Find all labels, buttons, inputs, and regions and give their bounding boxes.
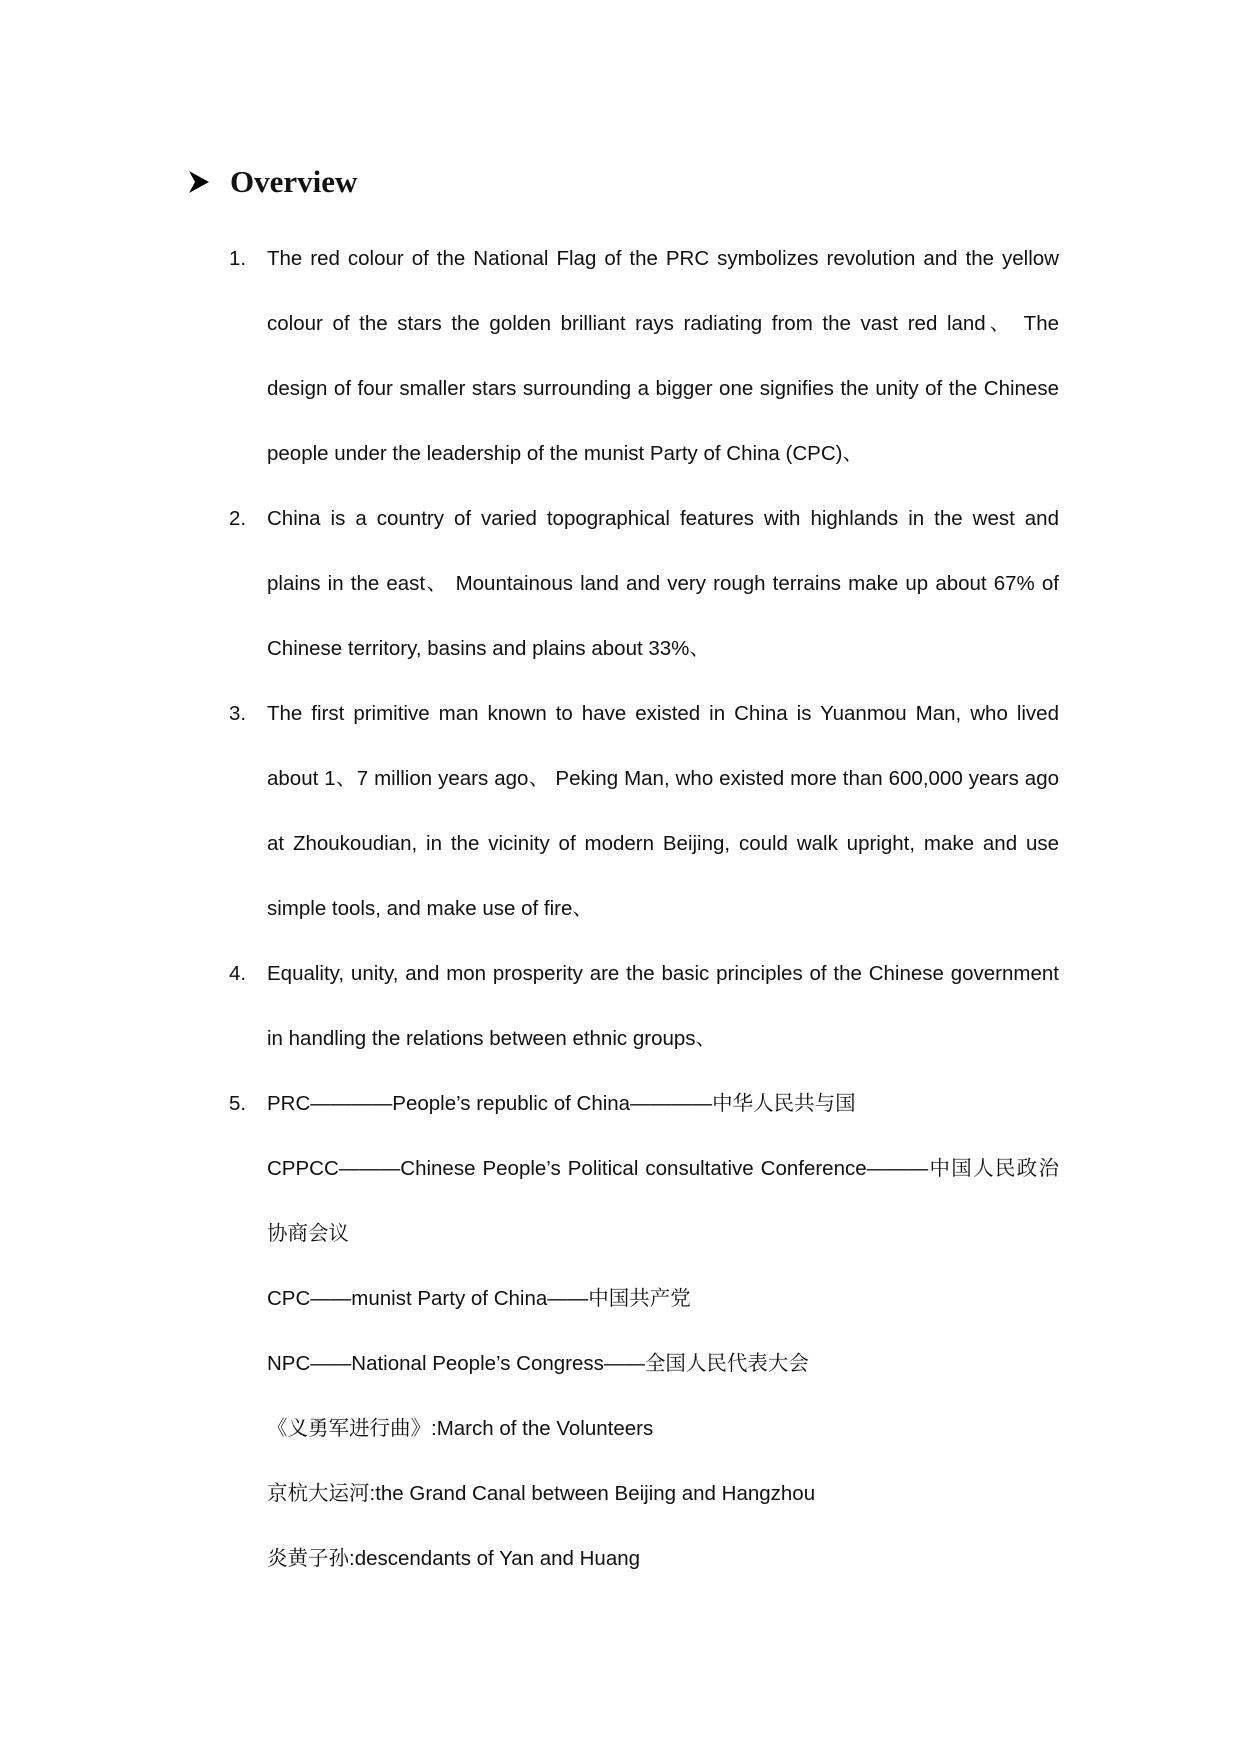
- term-cppcc: CPPCC———Chinese People’s Political consultative Conference———中国人民政治协商会议: [267, 1157, 1059, 1245]
- term-prc: PRC————People’s republic of China————中华人民共与国: [267, 1092, 856, 1115]
- item-text: China is a country of varied topographical features with highlands in the west and plains in the east、 Mountainous land and very rough terrains make up about 67% of Chinese territory, basins and plains about 33%、: [267, 507, 1059, 660]
- arrow-right-icon: [188, 170, 210, 194]
- item-number: 1.: [229, 247, 247, 270]
- item-number: 4.: [229, 962, 247, 985]
- term-anthem: 《义勇军进行曲》:March of the Volunteers: [267, 1417, 654, 1440]
- list-item-3: [229, 681, 1059, 941]
- item-text: The first primitive man known to have existed in China is Yuanmou Man, who lived about 1、7 million years ago、 Peking Man, who existed more than 600,000 years ago at Zhoukoudian, in the vicinity of modern Beijing, could walk upright, make and use simple tools, and make use of fire、: [267, 702, 1059, 920]
- term-grand-canal: 京杭大运河:the Grand Canal between Beijing and Hangzhou: [267, 1482, 816, 1505]
- term-cpc: CPC——munist Party of China——中国共产党: [267, 1287, 691, 1310]
- list-item-5: [229, 1071, 1059, 1591]
- list-item-2: [229, 486, 1059, 681]
- item-number: 5.: [229, 1092, 247, 1115]
- section-heading: [188, 160, 357, 204]
- item-number: 3.: [229, 702, 247, 725]
- list-item-1: [229, 226, 1059, 486]
- overview-list: [229, 226, 1059, 1591]
- item-number: 2.: [229, 507, 247, 530]
- item-text: Equality, unity, and mon prosperity are the basic principles of the Chinese government in handling the relations between ethnic groups、: [267, 962, 1059, 1050]
- term-npc: NPC——National People’s Congress——全国人民代表大会: [267, 1352, 809, 1375]
- term-descendants: 炎黄子孙:descendants of Yan and Huang: [267, 1547, 641, 1570]
- heading-text: Overview: [230, 164, 358, 199]
- list-item-4: [229, 941, 1059, 1071]
- item-text: The red colour of the National Flag of the PRC symbolizes revolution and the yellow colour of the stars the golden brilliant rays radiating from the vast red land、 The design of four smaller stars surrounding a bigger one signifies the unity of the Chinese people under the leadership of the munist Party of China (CPC)、: [267, 247, 1059, 465]
